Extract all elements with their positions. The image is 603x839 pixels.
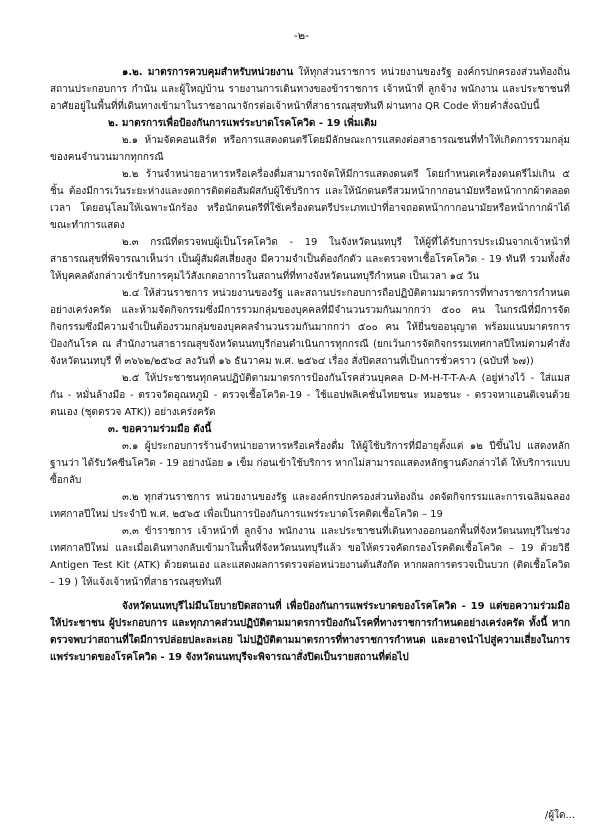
- section-3-item-1: ๓.๑ ผู้ประกอบการร้านจำหน่ายอาหารหรือเครื่องดื่ม ให้ผู้ใช้บริการที่มีอายุตั้งแต่ ๑๒ ปีขึ้นไป แสดงหลักฐานว่า ได้รับวัคซีนโควิด - 19 อย่างน้อย ๑ เข็ม ก่อนเข้าใช้บริการ หากไม่สามารถแสดงหลักฐานดังกล่าวได้ ให้บริการแบบซื้อกลับ: [50, 441, 570, 486]
- document-body: [50, 64, 570, 666]
- section-1-2-text: ให้ทุกส่วนราชการ หน่วยงานของรัฐ องค์กรปกครองส่วนท้องถิ่น สถานประกอบการ กำนัน และผู้ใหญ่บ้าน รายงานการเดินทางของข้าราชการ เจ้าหน้าที่ ลูกจ้าง พนักงาน และประชาชนที่อาศัยอยู่ในพื้นที่ที่เดินทางเข้ามาในราชอาณาจักรต่อเจ้าหน้าที่สาธารณสุขทันที ผ่านทาง QR Code ท้ายคำสั่งฉบับนี้: [50, 67, 570, 112]
- closing-paragraph: จังหวัดนนทบุรีไม่มีนโยบายปิดสถานที่ เพื่อป้องกันการแพร่ระบาดของโรคโควิด - 19 แต่ขอความร่วมมือให้ประชาชน ผู้ประกอบการ และทุกภาคส่วนปฏิบัติตามมาตรการป้องกันโรคที่ทางราชการกำหนดอย่างเคร่งครัด ทั้งนี้ หากตรวจพบว่าสถานที่ใดมีการปล่อยปละละเลย ไม่ปฏิบัติตามมาตรการที่ทางราชการกำหนด และอาจนำไปสู่ความเสี่ยงในการแพร่ระบาดของโรคโควิด - 19 จังหวัดนนทบุรีจะพิจารณาสั่งปิดเป็นรายสถานที่ต่อไป: [50, 601, 570, 663]
- section-3-item-2: ๓.๒ ทุกส่วนราชการ หน่วยงานของรัฐ และองค์กรปกครองส่วนท้องถิ่น งดจัดกิจกรรมและการเฉลิมฉลองเทศกาลปีใหม่ ประจำปี พ.ศ. ๒๕๖๕ เพื่อเป็นการป้องกันการแพร่ระบาดโรคติดเชื้อโควิด – 19: [50, 492, 570, 520]
- page-number: -๒-: [293, 29, 310, 42]
- continuation-marker: /ผู้ใด...: [544, 810, 575, 821]
- section-2-item-3: ๒.๓ กรณีที่ตรวจพบผู้เป็นโรคโควิด - 19 ในจังหวัดนนทบุรี ให้ผู้ที่ได้รับการประเมินจากเจ้าหน้าที่สาธารณสุขที่พิจารณาเห็นว่า เป็นผู้สัมผัสเสี่ยงสูง มีความจำเป็นต้องกักตัว และตรวจหาเชื้อโรคโควิด - 19 ทันที รวมทั้งสั่งให้บุคคลดังกล่าวเข้ารับการคุมไว้สังเกตอาการในสถานที่ที่ทางจังหวัดนนทบุรีกำหนด เป็นเวลา ๑๔ วัน: [50, 237, 570, 282]
- section-2-item-1: ๒.๑ ห้ามจัดคอนเสิร์ต หรือการแสดงดนตรีโดยมีลักษณะการแสดงต่อสาธารณชนที่ทำให้เกิดการรวมกลุ่มของคนจำนวนมากทุกกรณี: [50, 135, 570, 163]
- section-3-item-3: ๓.๓ ข้าราชการ เจ้าหน้าที่ ลูกจ้าง พนักงาน และประชาชนที่เดินทางออกนอกพื้นที่จังหวัดนนทบุรีในช่วงเทศกาลปีใหม่ และเมื่อเดินทางกลับเข้ามาในพื้นที่จังหวัดนนทบุรีแล้ว ขอให้ตรวจคัดกรองโรคติดเชื้อโควิด – 19 ด้วยวิธี Antigen Test Kit (ATK) ด้วยตนเอง และแสดงผลการตรวจต่อหน่วยงานต้นสังกัด หากผลการตรวจเป็นบวก (ติดเชื้อโควิด – 19 ) ให้แจ้งเจ้าหน้าที่สาธารณสุขทันที: [50, 526, 570, 588]
- paragraph-gap: [50, 591, 570, 598]
- section-2-item-2: ๒.๒ ร้านจำหน่ายอาหารหรือเครื่องดื่มสามารถจัดให้มีการแสดงดนตรี โดยกำหนดเครื่องดนตรีไม่เกิน ๕ ชิ้น ต้องมีการเว้นระยะห่างและงดการติดต่อสัมผัสกับผู้ใช้บริการ และให้นักดนตรีสวมหน้ากากอนามัยหรือหน้ากากผ้าตลอดเวลา โดยอนุโลมให้เฉพาะนักร้อง หรือนักดนตรีที่ใช้เครื่องดนตรีประเภทเป่าที่อาจถอดหน้ากากอนามัยหรือหน้ากากผ้าได้ขณะทำการแสดง: [50, 169, 570, 231]
- section-3-heading: ๓. ขอความร่วมมือ ดังนี้: [108, 424, 212, 435]
- section-2-item-5: ๒.๕ ให้ประชาชนทุกคนปฏิบัติตามมาตรการป้องกันโรคส่วนบุคคล D-M-H-T-T-A-A (อยู่ห่างไว้ - ใส่แมสกัน - หมั่นล้างมือ - ตรวจวัดอุณหภูมิ - ตรวจเชื้อโควิด-19 - ใช้แอปพลิเคชั่นไทยชนะ หมอชนะ - ตรวจหาแอนติเจนด้วยตนเอง (ชุดตรวจ ATK)) อย่างเคร่งครัด: [50, 373, 570, 418]
- section-2-heading: ๒. มาตรการเพื่อป้องกันการแพร่ระบาดโรคโควิด - 19 เพิ่มเติม: [108, 118, 377, 129]
- section-2-item-4: ๒.๔ ให้ส่วนราชการ หน่วยงานของรัฐ และสถานประกอบการถือปฏิบัติตามมาตรการที่ทางราชการกำหนดอย่างเคร่งครัด และห้ามจัดกิจกรรมซึ่งมีการรวมกลุ่มของบุคคลที่มีจำนวนรวมกันมากกว่า ๕๐๐ คน ในกรณีที่มีการจัดกิจกรรมซึ่งมีความจำเป็นต้องรวมกลุ่มของบุคคลจำนวนรวมกันมากกว่า ๕๐๐ คน ให้ยื่นขออนุญาต พร้อมแนบมาตรการป้องกันโรค ณ สำนักงานสาธารณสุขจังหวัดนนทบุรีก่อนดำเนินการทุกกรณี (ยกเว้นการจัดกิจกรรมเทศกาลปีใหม่ตามคำสั่งจังหวัดนนทบุรี ที่ ๓๖๖๒/๒๕๖๔ ลงวันที่ ๑๖ ธันวาคม พ.ศ. ๒๕๖๔ เรื่อง สั่งปิดสถานที่เป็นการชั่วคราว (ฉบับที่ ๖๗)): [50, 288, 570, 367]
- section-1-2-paragraph: [50, 64, 570, 115]
- section-1-2-heading: ๑.๒. มาตรการควบคุมสำหรับหน่วยงาน: [122, 67, 294, 78]
